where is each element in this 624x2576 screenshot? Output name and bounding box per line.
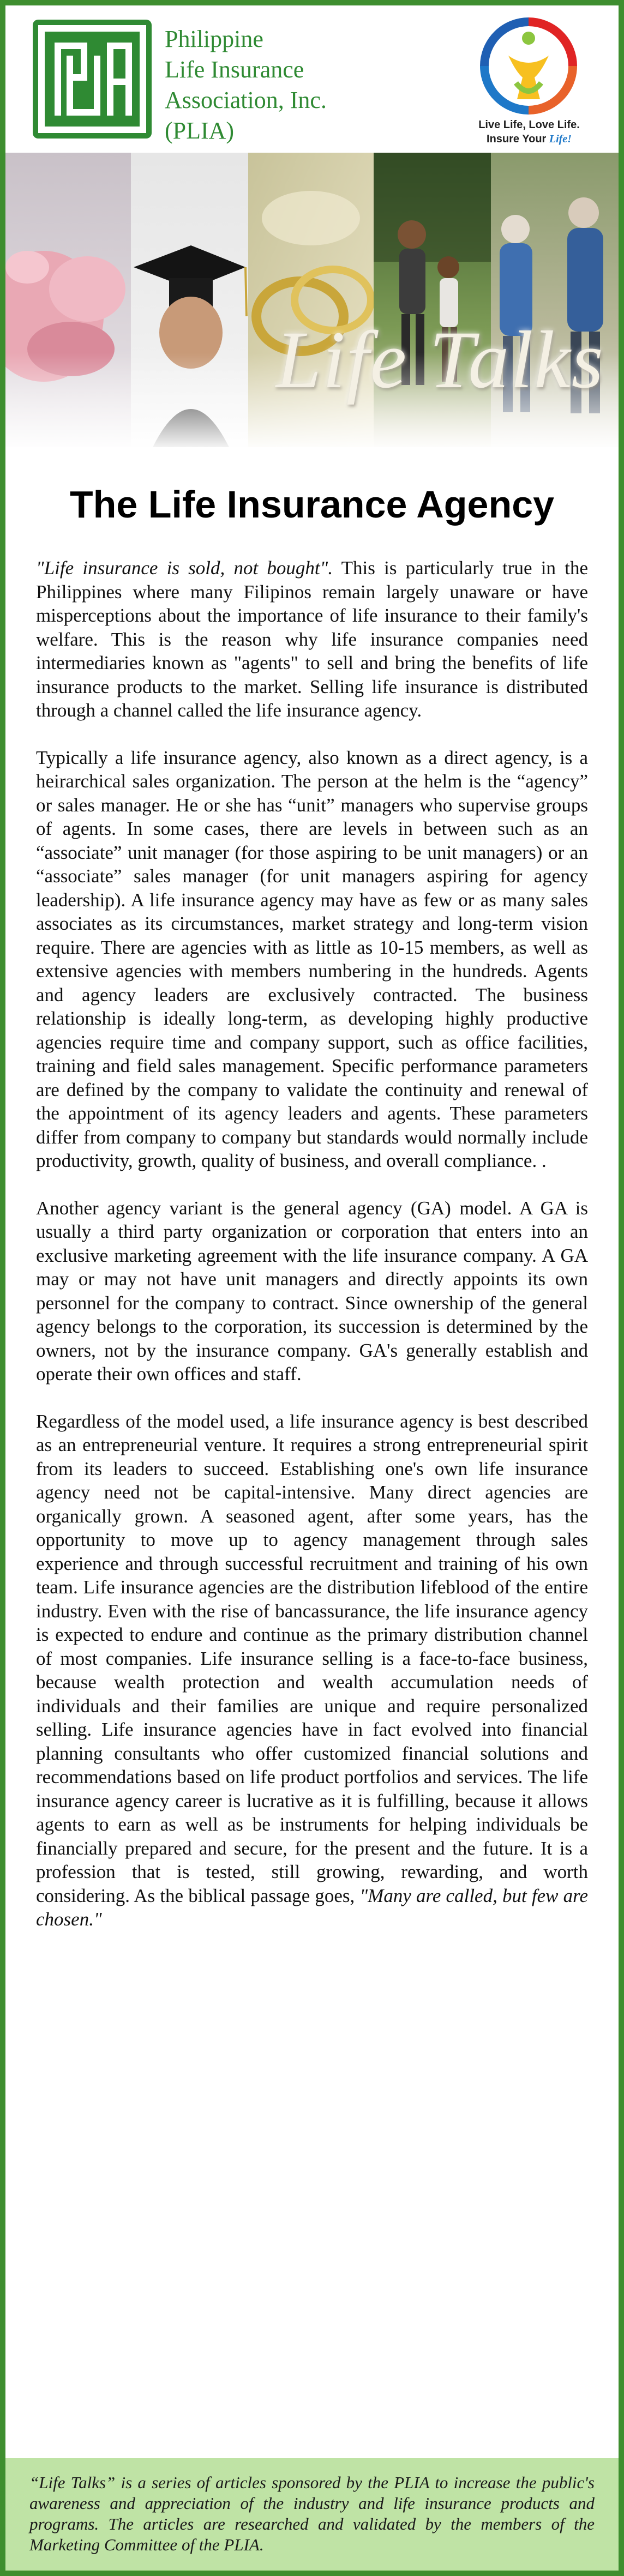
paragraph	[36, 556, 588, 723]
tagline-line2-prefix: Insure Your	[487, 133, 549, 145]
article-body	[5, 530, 619, 1931]
organization-name	[165, 24, 394, 146]
plia-logo-icon	[33, 20, 152, 139]
header	[5, 5, 619, 153]
colorful-figure-circle-icon	[480, 17, 577, 115]
article-title: The Life Insurance Agency	[69, 483, 555, 526]
org-name-line: Philippine	[165, 26, 263, 52]
tagline-logo	[458, 17, 600, 148]
opening-quote: "Life insurance is sold, not bought".	[36, 557, 333, 579]
tagline-line1: Live Life, Love Life.	[478, 119, 580, 131]
paragraph: Typically a life insurance agency, also known as a direct agency, is a heirarchical sales organization. The person at the helm is the “agency” or sales manager. He or she has “unit” managers who supervise groups of agents. In some cases, there are levels in between such as an “associate” unit manager (for those aspiring to be unit managers) or an “associate” sales manager (for unit managers aspiring for agency leadership). A life insurance agency may have as few or as many sales associates as its circumstances, market strategy and long-term vision require. There are agencies with as little as 10-15 members, as well as extensive agencies with members numbering in the hundreds. Agents and agency leaders are exclusively contracted. The business relationship is ideally long-term, as developing highly productive agencies require time and company support, such as office facilities, training and field sales management. Specific performance parameters are defined by the company to validate the continuity and renewal of the appointment of its agency leaders and agents. These parameters differ from company to company but standards would normally include productivity, growth, quality of business, and overall compliance. .	[36, 747, 588, 1171]
org-name-line: Life Insurance	[165, 56, 304, 83]
paragraph-text: This is particularly true in the Philippines where many Filipinos remain largely unaware or have misperceptions about the importance of life insurance to their family's welfare. This is the reason why life insurance companies need intermediaries known as "agents" to sell and bring the benefits of life insurance products to the market. Selling life insurance is distributed through a channel called the life insurance agency.	[36, 557, 588, 721]
org-name-line: Association, Inc.	[165, 87, 327, 113]
tagline-line2	[458, 132, 600, 146]
closing-quote: "Many are called, but few are chosen."	[36, 1885, 589, 1930]
footer-note: “Life Talks” is a series of articles sponsored by the PLIA to increase the public's awareness and appreciation of the industry and life insurance products and programs. The articles are researched and validated by the members of the Marketing Committee of the PLIA.	[5, 2458, 619, 2571]
tagline	[458, 118, 600, 146]
tagline-life-script: Life!	[549, 133, 572, 145]
banner-title: Life Talks	[275, 315, 604, 405]
paragraph: Another agency variant is the general agency (GA) model. A GA is usually a third party organization or corporation that enters into an exclusive marketing agreement with the life insurance company. A GA may or may not have unit managers and directly appoints its own personnel for the company to contract. Since ownership of the general agency belongs to the corporation, its succession is determined by the owners, not by the insurance company. GA's generally establish and operate their own offices and staff.	[36, 1197, 588, 1385]
org-name-line: (PLIA)	[165, 117, 235, 144]
paragraph	[36, 1410, 588, 1931]
photo-banner	[5, 153, 619, 447]
paragraph-text: Regardless of the model used, a life insurance agency is best described as an entrepreneurial venture. It requires a strong entrepreneurial spirit from its leaders to succeed. Establishing one's own life insurance agency need not be capital-intensive. Many direct agencies are organically grown. A seasoned agent, after some years, has the opportunity to move up to agency management through sales experience and through successful recruitment and training of his own team. Life insurance agencies are the distribution lifeblood of the entire industry. Even with the rise of bancassurance, the life insurance agency is expected to endure and continue as the primary distribution channel of most companies. Life insurance selling is a face-to-face business, because wealth protection and wealth accumulation needs of individuals and their families are unique and require personalized selling. Life insurance agencies have in fact evolved into financial planning consultants who offer customized financial solutions and recommendations based on life product portfolios and services. The life insurance agency career is lucrative as it is fulfilling, because it allows agents to earn as well as be instruments for helping individuals be financially prepared and secure, for the present and the future. It is a profession that is tested, still growing, rewarding, and worth considering. As the biblical passage goes,	[36, 1410, 588, 1906]
